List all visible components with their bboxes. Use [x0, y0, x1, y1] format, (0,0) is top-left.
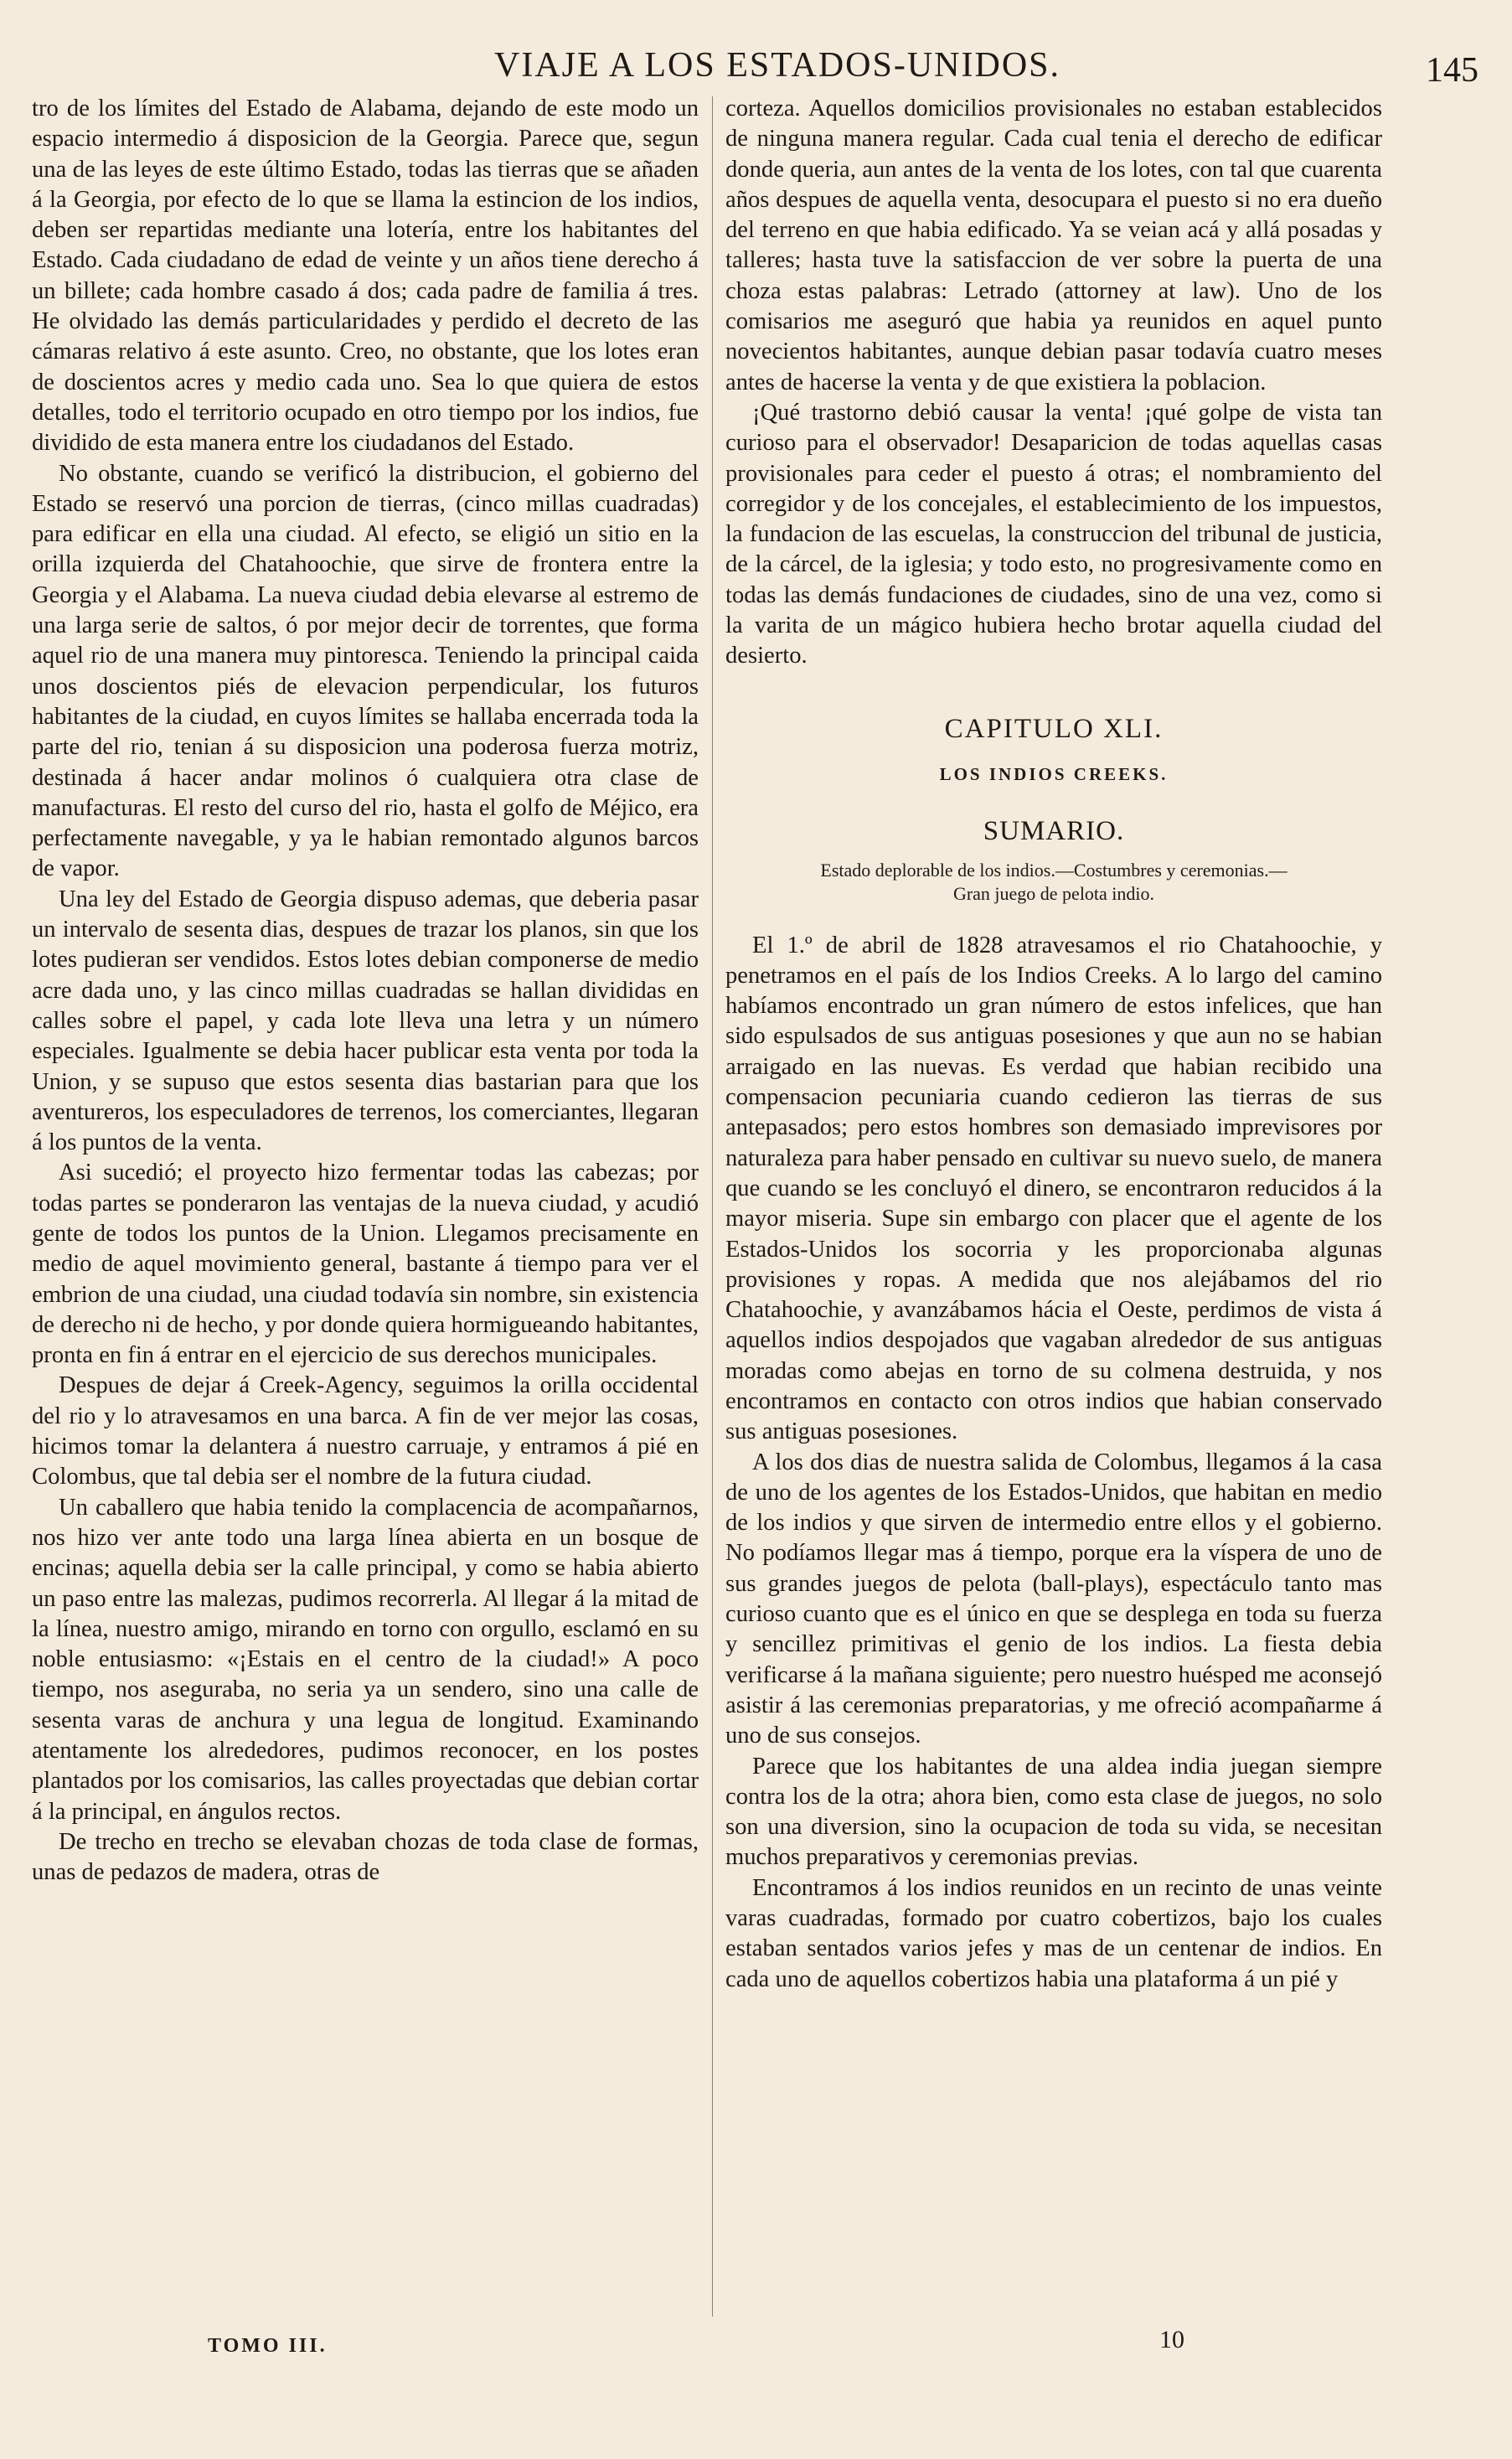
- column-divider: [712, 96, 713, 2317]
- paragraph: Parece que los habitantes de una aldea india juegan siempre contra los de la otra; ahora bien, como esta clase de juegos, no solo son una diversion, sino la ocupacion de toda su vida, se necesitan muchos preparativos y ceremonias previas.: [725, 1753, 1382, 1871]
- paragraph: Despues de dejar á Creek-Agency, seguimos la orilla occidental del rio y lo atravesamos en una barca. A fin de ver mejor las cosas, hicimos tomar la delantera á nuestro carruaje, y entramos á pié en Colombus, que tal debia ser el nombre de la futura ciudad.: [32, 1372, 699, 1490]
- summary-line: Gran juego de pelota indio.: [952, 882, 1155, 904]
- paragraph: De trecho en trecho se elevaban chozas de toda clase de formas, unas de pedazos de madera, otras de: [32, 1828, 699, 1886]
- page-number: 145: [1426, 51, 1478, 90]
- summary-title: SUMARIO.: [983, 816, 1125, 847]
- right-column: [725, 94, 1382, 2293]
- paragraph: El 1.º de abril de 1828 atravesamos el rio Chatahoochie, y penetramos en el país de los Indios Creeks. A lo largo del camino habíamos encontrado un gran número de estos infelices, que han sido espulsados de sus antiguas posesiones y que aun no se habian arraigado en las nuevas. Es verdad que habian recibido una compensacion pecuniaria cuando cedieron las tierras de sus antepasados; pero estos hombres son demasiado imprevisores por naturaleza para haber pensado en cultivar su nuevo suelo, de manera que cuando se les concluyó el dinero, se encontraron reducidos á la mayor miseria. Supe sin embargo con placer que el agente de los Estados-Unidos los socorria y les proporcionaba algunas provisiones y ropas. A medida que nos alejábamos del rio Chatahoochie, y avanzábamos hácia el Oeste, perdimos de vista á aquellos indios despojados que vagaban alrededor de sus antiguas moradas como abejas en torno de su colmena destruida, y nos encontramos en contacto con otros indios que habian conservado sus antiguas posesiones.: [725, 932, 1382, 1445]
- paragraph: Una ley del Estado de Georgia dispuso ademas, que deberia pasar un intervalo de sesenta dias, despues de trazar los planos, sin que los lotes pudieran ser vendidos. Estos lotes debian componerse de medio acre dada uno, y las cinco millas cuadradas se hallan divididas en calles sobre el papel, y cada lote lleva una letra y un número especiales. Igualmente se debia hacer publicar esta venta por toda la Union, y se supuso que estos sesenta dias bastarian para que los aventureros, los especuladores de terrenos, los comerciantes, llegaran á los puntos de la venta.: [32, 886, 699, 1156]
- paragraph: Asi sucedió; el proyecto hizo fermentar todas las cabezas; por todas partes se ponderaron las ventajas de la nueva ciudad, y acudió gente de todos los puntos de la Union. Llegamos precisamente en medio de aquel movimiento general, bastante á tiempo para ver el embrion de una ciudad, una ciudad todavía sin nombre, sin existencia de derecho ni de hecho, y por donde quiera hormigueando habitantes, pronta en fin á entrar en el ejercicio de sus derechos municipales.: [32, 1160, 699, 1369]
- paragraph: Encontramos á los indios reunidos en un recinto de unas veinte varas cuadradas, formado por cuatro cobertizos, bajo los cuales estaban sentados varios jefes y mas de un centenar de indios. En cada uno de aquellos cobertizos habia una plataforma á un pié y: [725, 1874, 1382, 1992]
- chapter-subtitle: LOS INDIOS CREEKS.: [939, 763, 1169, 784]
- paragraph: Un caballero que habia tenido la complacencia de acompañarnos, nos hizo ver ante todo una larga línea abierta en un bosque de encinas; aquella debia ser la calle principal, y como se habia abierto un paso entre las malezas, pudimos recorrerla. Al llegar á la mitad de la línea, nuestro amigo, mirando en torno con orgullo, esclamó en su noble entusiasmo: «¡Estais en el centro de la ciudad!» A poco tiempo, nos aseguraba, no seria ya un sendero, sino una calle de sesenta varas de anchura y una legua de longitud. Examinando atentamente los alrededores, pudimos reconocer, en los postes plantados por los comisarios, las calles proyectadas que debian cortar á la principal, en ángulos rectos.: [32, 1494, 699, 1825]
- paragraph: tro de los límites del Estado de Alabama, dejando de este modo un espacio intermedio á disposicion de la Georgia. Parece que, segun una de las leyes de este último Estado, todas las tierras que se añaden á la Georgia, por efecto de lo que se llama la estincion de los indios, deben ser repartidas mediante una lotería, entre los habitantes del Estado. Cada ciudadano de edad de veinte y un años tiene derecho á un billete; cada hombre casado á dos; cada padre de familia á tres. He olvidado las demás particularidades y perdido el decreto de las cámaras relativo á este asunto. Creo, no obstante, que los lotes eran de doscientos acres y medio cada uno. Sea lo que quiera de estos detalles, todo el territorio ocupado en otro tiempo por los indios, fue dividido de esta manera entre los ciudadanos del Estado.: [32, 96, 699, 457]
- left-column: [32, 94, 699, 2293]
- paragraph: A los dos dias de nuestra salida de Colombus, llegamos á la casa de uno de los agentes de los Estados-Unidos, que habitan en medio de los indios y que sirven de intermedio entre ellos y el gobierno. No podíamos llegar mas á tiempo, porque era la víspera de uno de sus grandes juegos de pelota (ball-plays), espectáculo tanto mas curioso cuanto que es el único en que se desplega en toda su fuerza y sencillez primitivas el genio de los indios. La fiesta debia verificarse á la mañana siguiente; pero nuestro huésped me aconsejó asistir á las ceremonias preparatorias, y me ofreció acompañarme á uno de sus consejos.: [725, 1449, 1382, 1749]
- signature-mark: 10: [1159, 2326, 1184, 2353]
- chapter-title: CAPITULO XLI.: [944, 713, 1164, 744]
- paragraph: ¡Qué trastorno debió causar la venta! ¡qué golpe de vista tan curioso para el observador! Desaparicion de todas aquellas casas provisionales para ceder el puesto á otras; el nombramiento del corregidor y de los concejales, el establecimiento de los impuestos, la fundacion de las escuelas, la construccion del tribunal de justicia, de la cárcel, de la iglesia; y todo esto, no progresivamente como en todas las demás fundaciones de ciudades, sino de una vez, como si la varita de un mágico hubiera hecho brotar aquella ciudad del desierto.: [725, 399, 1382, 669]
- summary-line: Estado deplorable de los indios.—Costumbres y ceremonias.—: [820, 859, 1288, 881]
- paragraph: No obstante, cuando se verificó la distribucion, el gobierno del Estado se reservó una porcion de tierras, (cinco millas cuadradas) para edificar en ella una ciudad. Al efecto, se eligió un sitio en la orilla izquierda del Chatahoochie, que sirve de frontera entre la Georgia y el Alabama. La nueva ciudad debia elevarse al estremo de una larga serie de saltos, ó por mejor decir de torrentes, que forma aquel rio de una manera muy pintoresca. Teniendo la principal caida unos doscientos piés de elevacion perpendicular, los futuros habitantes de la ciudad, en cuyos límites se hallaba encerrada toda la parte del rio, tenian á su disposicion una poderosa fuerza motriz, destinada á hacer andar molinos ó cualquiera otra clase de manufacturas. El resto del curso del rio, hasta el golfo de Méjico, era perfectamente navegable, y ya le habian remontado algunos barcos de vapor.: [32, 460, 699, 882]
- page-header: [25, 40, 1487, 90]
- paragraph: corteza. Aquellos domicilios provisionales no estaban establecidos de ninguna manera regular. Cada cual tenia el derecho de edificar donde queria, aun antes de la venta de los lotes, con tal que cuarenta años despues de aquella venta, desocupara el puesto si no era dueño del terreno en que habia edificado. Ya se veian acá y allá posadas y talleres; hasta tuve la satisfaccion de ver sobre la puerta de una choza estas palabras: Letrado (attorney at law). Uno de los comisarios me aseguró que habia ya reunidos en aquel punto novecientos habitantes, aunque debian pasar todavía cuatro meses antes de hacerse la venta y de que existiera la poblacion.: [725, 96, 1382, 395]
- volume-label: TOMO III.: [208, 2335, 328, 2357]
- summary-text: [725, 859, 1382, 906]
- running-title: VIAJE A LOS ESTADOS-UNIDOS.: [494, 46, 1061, 85]
